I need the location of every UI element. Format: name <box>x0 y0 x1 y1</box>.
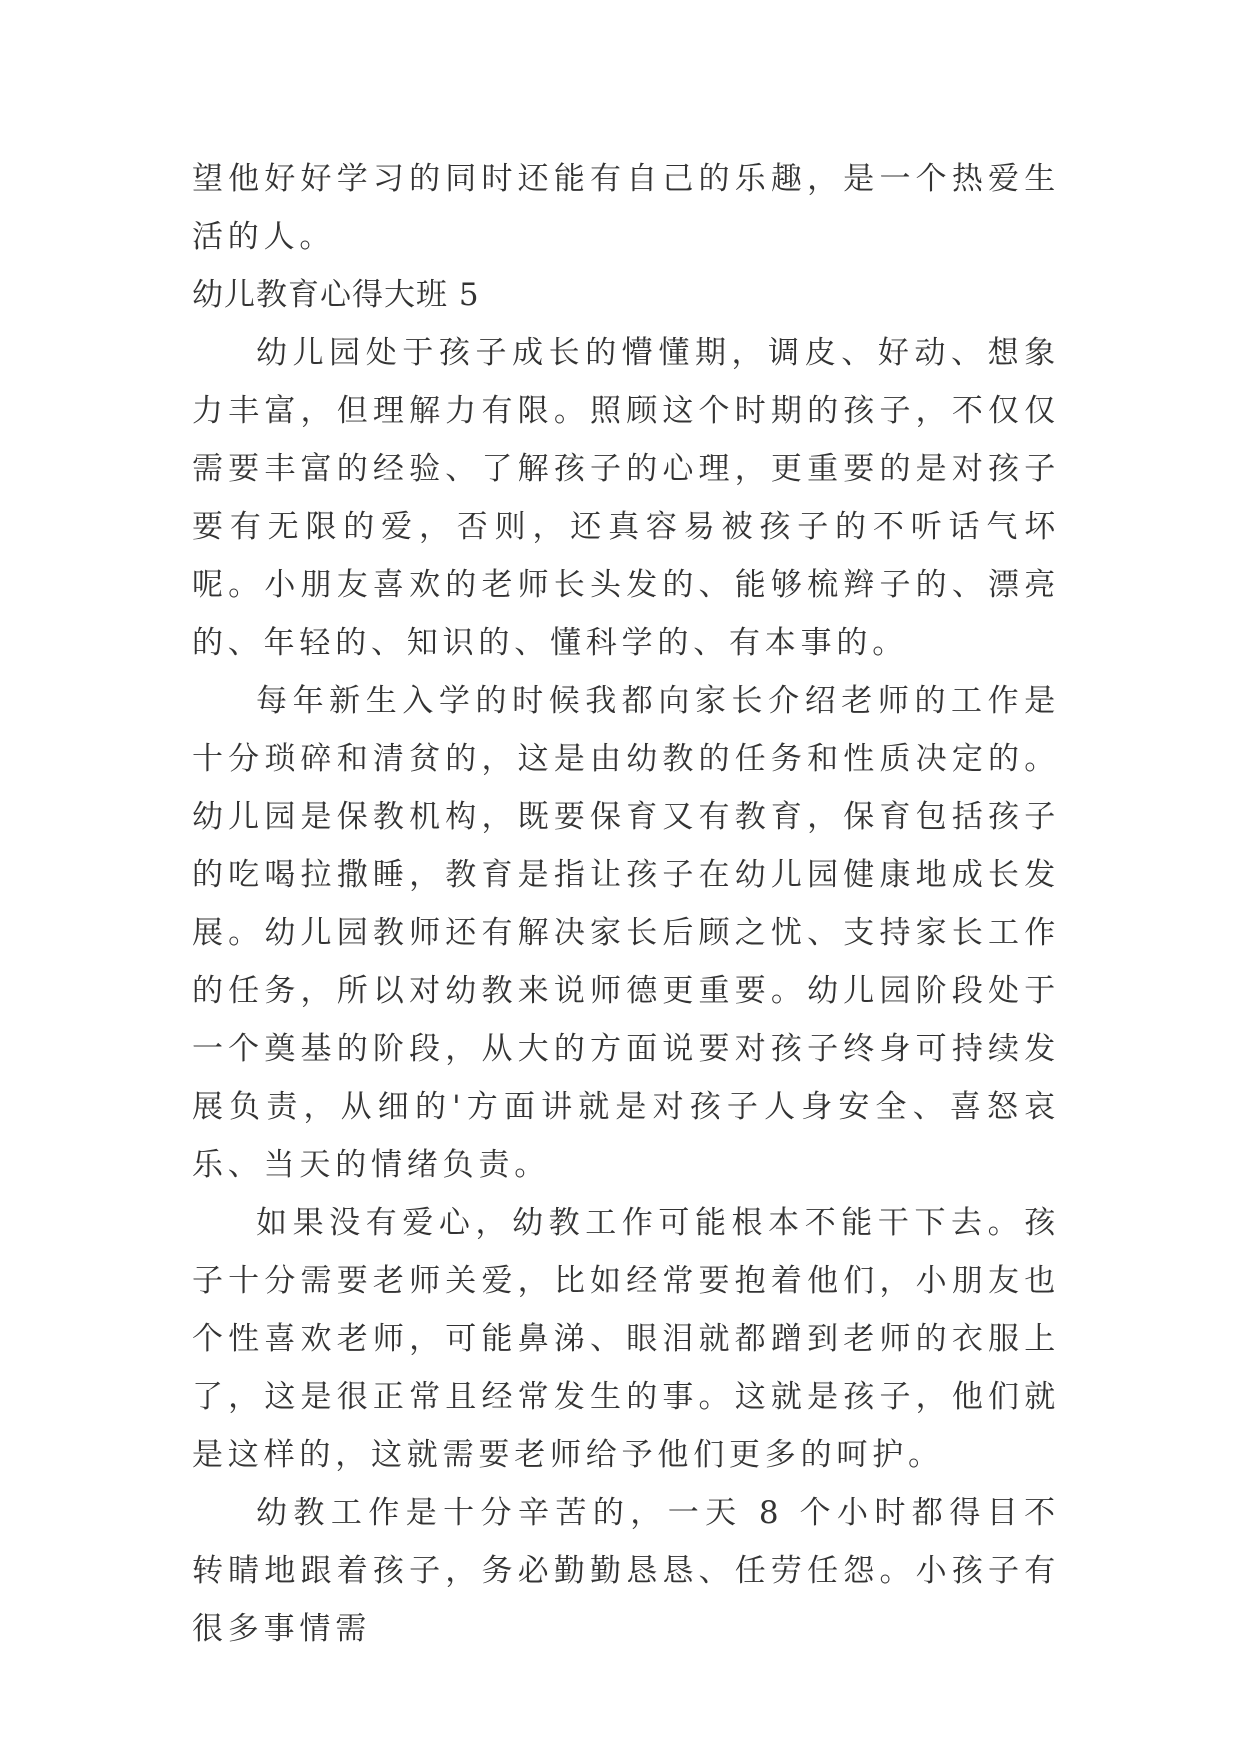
document-body <box>192 150 1060 1658</box>
continuation-paragraph: 望他好好学习的同时还能有自己的乐趣，是一个热爱生活的人。 <box>192 161 1060 255</box>
body-paragraph: 每年新生入学的时候我都向家长介绍老师的工作是十分琐碎和清贫的，这是由幼教的任务和性质决定的。幼儿园是保教机构，既要保育又有教育，保育包括孩子的吃喝拉撒睡，教育是指让孩子在幼儿园健康地成长发展。幼儿园教师还有解决家长后顾之忧、支持家长工作的任务，所以对幼教来说师德更重要。幼儿园阶段处于一个奠基的阶段，从大的方面说要对孩子终身可持续发展负责，从细的'方面讲就是对孩子人身安全、喜怒哀乐、当天的情绪负责。 <box>192 683 1060 1183</box>
section-heading: 幼儿教育心得大班 5 <box>192 277 480 313</box>
body-paragraph: 如果没有爱心，幼教工作可能根本不能干下去。孩子十分需要老师关爱，比如经常要抱着他们，小朋友也个性喜欢老师，可能鼻涕、眼泪就都蹭到老师的衣服上了，这是很正常且经常发生的事。这就是孩子，他们就是这样的，这就需要老师给予他们更多的呵护。 <box>192 1205 1060 1473</box>
body-paragraph: 幼儿园处于孩子成长的懵懂期，调皮、好动、想象力丰富，但理解力有限。照顾这个时期的孩子，不仅仅需要丰富的经验、了解孩子的心理，更重要的是对孩子要有无限的爱，否则，还真容易被孩子的不听话气坏呢。小朋友喜欢的老师长头发的、能够梳辫子的、漂亮的、年轻的、知识的、懂科学的、有本事的。 <box>192 335 1060 661</box>
body-paragraph: 幼教工作是十分辛苦的，一天 8 个小时都得目不转睛地跟着孩子，务必勤勤恳恳、任劳任怨。小孩子有很多事情需 <box>192 1495 1060 1647</box>
